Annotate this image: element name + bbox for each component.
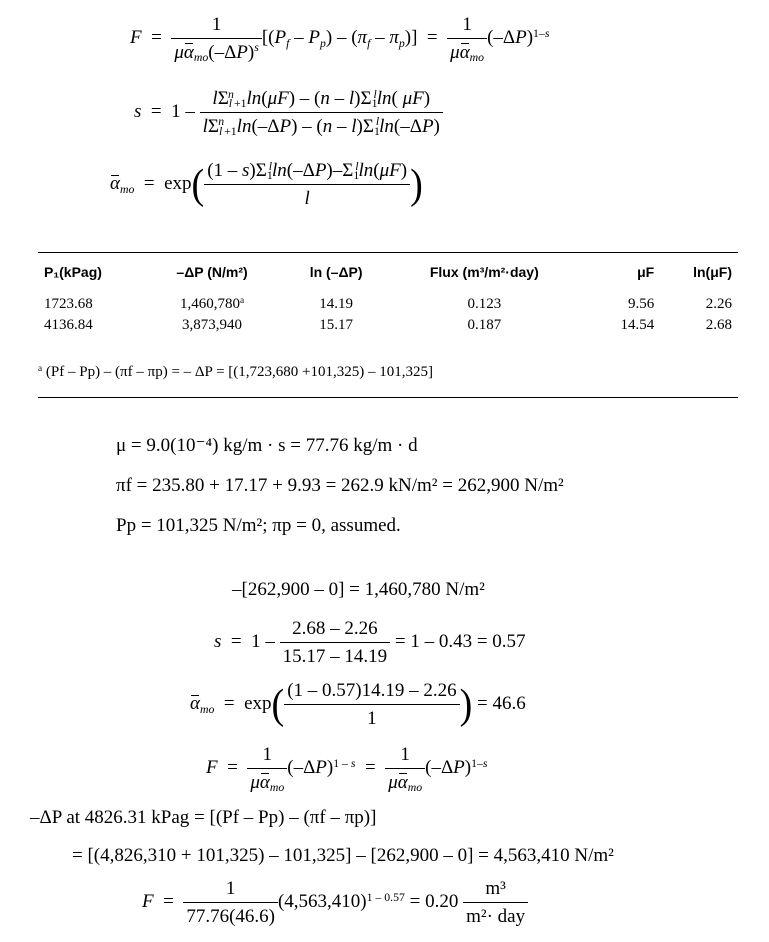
table-header-row bbox=[38, 260, 738, 294]
calc-delta-p: –[262,900 – 0] = 1,460,780 N/m² bbox=[232, 579, 485, 600]
calc-flux-final: F = $\frac{1}{77.76(46.6)}$ $(4,563,410)^{1 - 0.57} = 0.20$ $\frac{\text{m³}}{\text{m²· day}}$ bbox=[142, 878, 528, 928]
s-numerator: 2.68 – 2.26 bbox=[280, 618, 391, 643]
calc-delta-p-at: –ΔP at 4826.31 kPag = [(Pf – Pp) – (πf – πp)] bbox=[30, 807, 377, 828]
calc-delta-p-at-2: = [(4,826,310 + 101,325) – 101,325] – [262,900 – 0] = 4,563,410 N/m² bbox=[72, 845, 614, 866]
footnote-text: (Pf – Pp) – (πf – πp) = – ΔP = [(1,723,680 +101,325) – 101,325] bbox=[45, 364, 433, 380]
s-denominator: 15.17 – 14.19 bbox=[282, 645, 388, 667]
header-ln-mu-f: ln(μF) bbox=[693, 264, 732, 280]
cell-p1: 1723.68 bbox=[44, 296, 93, 312]
header-p1: P₁(kPag) bbox=[44, 264, 102, 280]
calc-alpha: $\alpha_{mo} = \exp$( $\frac{(1 - 0.57)14.19 - 2.26}{1}$ ) = 46.6 bbox=[190, 680, 526, 729]
table-bottom-rule bbox=[38, 397, 738, 398]
header-ln-delta-p: ln (–ΔP) bbox=[309, 264, 363, 280]
f-mid: (4,563,410) bbox=[277, 891, 367, 913]
cell-flux: 0.123 bbox=[467, 296, 502, 312]
calc-s: s = 1 – $\frac{2.68 - 2.26}{15.17 - 14.19}$ = 1 – 0.43 = 0.57 bbox=[214, 618, 526, 667]
header-delta-p: –ΔP (N/m²) bbox=[176, 264, 248, 280]
param-p-p: Pp = 101,325 N/m²; πp = 0, assumed. bbox=[116, 515, 401, 536]
alpha-denominator: 1 bbox=[367, 707, 377, 729]
footnote-mark: a bbox=[38, 363, 43, 374]
f-unit-num: m³ bbox=[463, 878, 528, 903]
data-table bbox=[38, 260, 738, 336]
alpha-numerator: (1 – 0.57)14.19 – 2.26 bbox=[284, 680, 459, 705]
cell-mu-f: 9.56 bbox=[627, 296, 655, 312]
cell-delta-p: 3,873,940 bbox=[182, 317, 243, 333]
header-mu-f: μF bbox=[637, 264, 655, 280]
footnote-ref: a bbox=[239, 295, 245, 306]
f-result: = 0.20 bbox=[409, 891, 459, 913]
cell-ln-mu-f: 2.26 bbox=[705, 296, 732, 312]
s-result: = 1 – 0.43 = 0.57 bbox=[394, 631, 526, 653]
calc-flux-form: F = $\frac{1}{\mu\alpha_{mo}}$ $(-\Delta P)^{1 - s}$ = $\frac{1}{\mu\alpha_{mo}}$ $(-\Delta P)^{1-s}$ bbox=[206, 744, 488, 795]
cell-mu-f: 14.54 bbox=[620, 317, 655, 333]
table-footnote bbox=[38, 364, 433, 381]
cell-delta-p: 1,460,780$^a$ bbox=[179, 295, 245, 312]
cell-flux: 0.187 bbox=[467, 317, 502, 333]
cell-ln-delta-p: 15.17 bbox=[319, 317, 353, 333]
header-flux: Flux (m³/m²·day) bbox=[429, 264, 539, 280]
f-denominator: 77.76(46.6) bbox=[186, 905, 275, 927]
f-unit-den: m²· day bbox=[466, 905, 526, 927]
equation-flux-general: F = $\frac{1}{\mu\alpha_{mo}(-\Delta P)^s}$ $[(P_f - P_p) - (\pi_f - \pi_p)]$ = $\frac{1}{\mu\alpha_{mo}}$ $(-\Delta P)^{1-s}$ bbox=[130, 14, 550, 65]
table-top-rule bbox=[38, 252, 738, 253]
equation-alpha-general: $\alpha_{mo} = \exp$( $\frac{(1 - s)\Sigma_1^l\ln(-\Delta P)-\Sigma_1^l\ln(\mu F)}{l}$ ) bbox=[110, 159, 423, 209]
equation-s-general: s = 1 – $\frac{l\Sigma_l^n_{+1}\ln(\mu F) - (n - l)\Sigma_1^l\ln( \mu F)}{l\Sigma_l^n_{+1}\ln(-\Delta P) - (n - l)\Sigma_1^l\ln(-\Delta P)}$ bbox=[134, 88, 443, 138]
param-mu: μ = 9.0(10⁻⁴) kg/m · s = 77.76 kg/m · d bbox=[116, 435, 418, 456]
table-row bbox=[38, 294, 738, 315]
cell-ln-delta-p: 14.19 bbox=[319, 296, 353, 312]
cell-p1: 4136.84 bbox=[44, 317, 93, 333]
table-row bbox=[38, 315, 738, 336]
f-exponent: 1 – 0.57 bbox=[366, 890, 405, 904]
alpha-result: = 46.6 bbox=[477, 693, 526, 715]
cell-ln-mu-f: 2.68 bbox=[705, 317, 732, 333]
param-pi-f: πf = 235.80 + 17.17 + 9.93 = 262.9 kN/m² = 262,900 N/m² bbox=[116, 475, 564, 496]
